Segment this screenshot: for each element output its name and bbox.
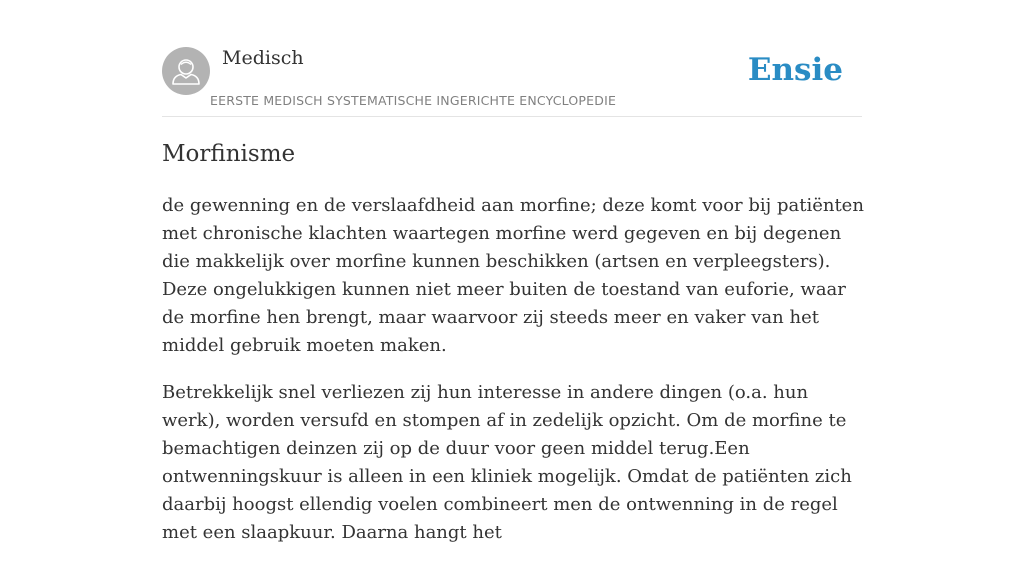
header xyxy=(162,0,862,117)
brand-logo-link[interactable]: Ensie xyxy=(747,52,843,88)
article-paragraph: de gewenning en de verslaafdheid aan morfine; deze komt voor bij patiënten met chronische klachten waartegen morfine werd gegeven en bij degenen die makkelijk over morfine kunnen beschikken (artsen en verpleegsters). Deze ongelukkigen kunnen niet meer buiten de toestand van euforie, waar de morfine hen brengt, maar waarvoor zij steeds meer en vaker van het middel gebruik moeten maken. xyxy=(162,195,864,356)
content-container xyxy=(162,0,864,543)
article-paragraph: Betrekkelijk snel verliezen zij hun interesse in andere dingen (o.a. hun werk), worden versufd en stompen af in zedelijk opzicht. Om de morfine te bemachtigen deinzen zij op de duur voor geen middel terug.Een ontwenningskuur is alleen in een kliniek mogelijk. Omdat de patiënten zich daarbij hoogst ellendig voelen combineert men de ontwenning in de regel met een slaapkuur. Daarna hangt het xyxy=(162,382,852,543)
article-title: Morfinisme xyxy=(162,141,296,167)
source-name-link[interactable]: Medisch xyxy=(222,47,304,69)
source-subtitle: EERSTE MEDISCH SYSTEMATISCHE INGERICHTE ENCYCLOPEDIE xyxy=(210,93,617,108)
article-body xyxy=(162,192,872,566)
source-avatar[interactable] xyxy=(162,47,210,95)
user-icon xyxy=(162,47,210,95)
